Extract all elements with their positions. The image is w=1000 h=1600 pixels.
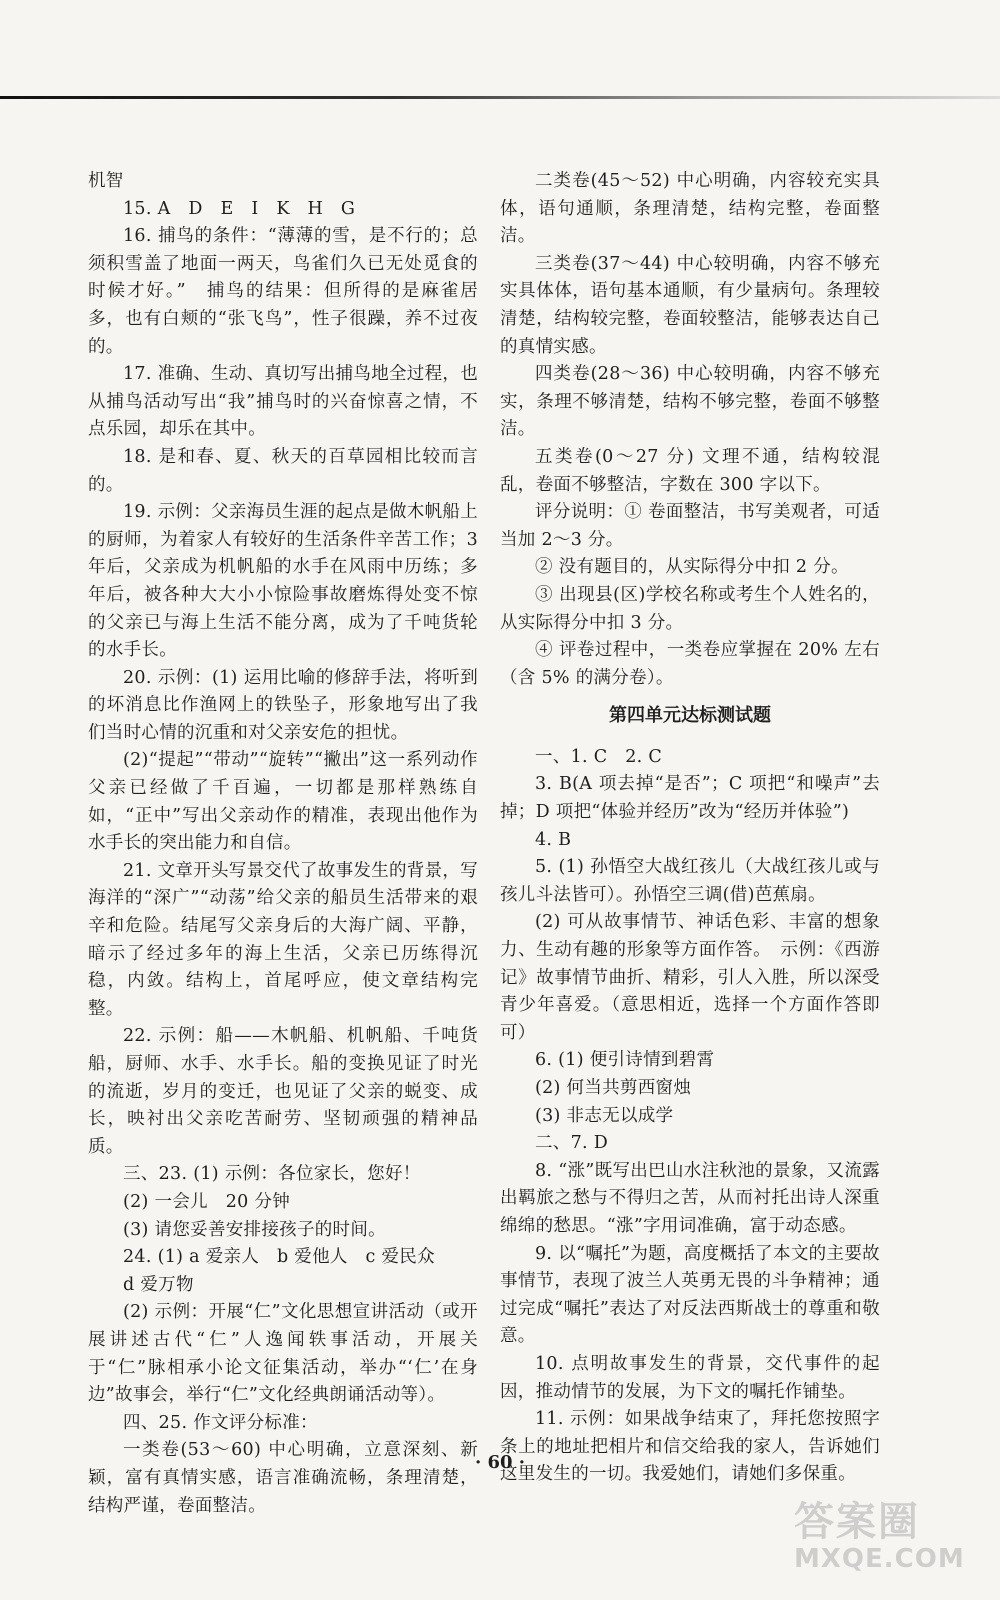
watermark-bottom-text: MXQE.COM	[794, 1544, 965, 1574]
answer-paragraph: 11. 示例：如果战争结束了，拜托您按照字条上的地址把相片和信交给我的家人，告诉她们这里发生的一切。我爱她们，请她们多保重。	[500, 1409, 880, 1485]
answer-paragraph: 15. A D E I K H G	[123, 198, 356, 219]
answer-paragraph: 24. (1) a 爱亲人 b 爱他人 c 爱民众	[123, 1247, 435, 1268]
section-heading: 第四单元达标测试题	[609, 705, 771, 727]
answer-paragraph: 评分说明：① 卷面整洁，书写美观者，可适当加 2～3 分。	[500, 502, 880, 550]
answer-paragraph: 20. 示例：(1) 运用比喻的修辞手法，将听到的坏消息比作渔网上的铁坠子，形象地写出了我们当时心情的沉重和对父亲安危的担忧。	[88, 667, 478, 743]
answer-paragraph: ② 没有题目的，从实际得分中扣 2 分。	[535, 557, 849, 578]
answer-paragraph: 22. 示例：船——木帆船、机帆船、千吨货船，厨师、水手、水手长。船的变换见证了时光的流逝，岁月的变迁，也见证了父亲的蜕变、成长，映衬出父亲吃苦耐劳、坚韧顽强的精神品质。	[88, 1026, 478, 1157]
answer-paragraph: 5. (1) 孙悟空大战红孩儿（大战红孩儿或与孩儿斗法皆可）。孙悟空三调(借)芭蕉扇。	[500, 857, 880, 905]
answer-paragraph: ③ 出现县(区)学校名称或考生个人姓名的，从实际得分中扣 3 分。	[500, 584, 880, 633]
answer-paragraph: 一、1. C 2. C	[535, 746, 663, 767]
answer-paragraph: 机智	[88, 171, 124, 191]
answer-paragraph: (2) 示例：开展“仁”文化思想宣讲活动（或开展讲述古代“仁”人逸闻轶事活动，开展关于“仁”脉相承小论文征集活动，举办“‘仁’在身边”故事会，举行“仁”文化经典朗诵活动等）。	[88, 1302, 478, 1406]
answer-paragraph: 三类卷(37～44) 中心较明确，内容不够充实具体体，语句基本通顺，有少量病句。条理较清楚，结构较完整，卷面较整洁，能够表达自己的真情实感。	[500, 253, 880, 357]
answer-paragraph: 17. 准确、生动、真切写出捕鸟地全过程，也从捕鸟活动写出“我”捕鸟时的兴奋惊喜之情，不点乐园，却乐在其中。	[88, 364, 478, 440]
answer-paragraph: 三、23. (1) 示例：各位家长，您好！	[123, 1164, 421, 1185]
answer-paragraph: 19. 示例：父亲海员生涯的起点是做木帆船上的厨师，为着家人有较好的生活条件辛苦工作；3年后，父亲成为机帆船的水手在风雨中历练；多年后，被各种大大小小惊险事故磨炼得处变不惊的父亲已与海上生活不能分离，成为了千吨货轮的水手长。	[88, 502, 478, 661]
answer-paragraph: 四类卷(28～36) 中心较明确，内容不够充实，条理不够清楚，结构不够完整，卷面不够整洁。	[500, 364, 880, 440]
answer-paragraph: (3) 请您妥善安排接孩子的时间。	[123, 1219, 386, 1240]
left-column	[88, 168, 478, 1520]
answer-paragraph: ④ 评卷过程中，一类卷应掌握在 20% 左右（含 5% 的满分卷）。	[500, 640, 880, 688]
answer-paragraph: 二、7. D	[535, 1133, 609, 1154]
answer-paragraph: 9. 以“嘱托”为题，高度概括了本文的主要故事情节，表现了波兰人英勇无畏的斗争精神；通过完成“嘱托”表达了对反法西斯战士的尊重和敬意。	[500, 1243, 880, 1347]
right-column-bottom	[500, 744, 880, 1489]
answer-paragraph: (3) 非志无以成学	[535, 1105, 674, 1126]
answer-paragraph: (2)“提起”“带动”“旋转”“撇出”这一系列动作父亲已经做了千百遍，一切都是那样熟练自如，“正中”写出父亲动作的精准，表现出他作为水手长的突出能力和自信。	[88, 750, 478, 854]
watermark-top-text: 答案圈	[794, 1499, 920, 1545]
answer-paragraph: (2) 可从故事情节、神话色彩、丰富的想象力、生动有趣的形象等方面作答。 示例：《西游记》故事情节曲折、精彩，引人入胜，所以深受青少年喜爱。（意思相近，选择一个方面作答即可）	[500, 912, 880, 1043]
top-rule	[0, 96, 1000, 99]
answer-paragraph: (2) 何当共剪西窗烛	[535, 1078, 692, 1098]
right-column	[500, 168, 880, 1489]
answer-paragraph: 4. B	[535, 829, 572, 850]
answer-paragraph: 二类卷(45～52) 中心明确，内容较充实具体，语句通顺，条理清楚，结构完整，卷面整洁。	[500, 171, 880, 247]
site-watermark-logo	[794, 1500, 974, 1578]
right-column-top	[500, 168, 880, 692]
answer-paragraph: 21. 文章开头写景交代了故事发生的背景，写海洋的“深广”“动荡”给父亲的船员生活带来的艰辛和危险。结尾写父亲身后的大海广阔、平静，暗示了经过多年的海上生活，父亲已历练得沉稳，内敛。结构上，首尾呼应，使文章结构完整。	[88, 860, 478, 1019]
answer-paragraph: 10. 点明故事发生的背景，交代事件的起因，推动情节的发展，为下文的嘱托作铺垫。	[500, 1353, 880, 1402]
answer-paragraph: 3. B(A 项去掉“是否”；C 项把“和噪声”去掉；D 项把“体验并经历”改为“经历并体验”)	[500, 774, 880, 823]
answer-paragraph: 五类卷(0～27 分) 文理不通，结构较混乱，卷面不够整洁，字数在 300 字以下。	[500, 446, 880, 495]
answer-paragraph: 6. (1) 便引诗情到碧霄	[535, 1050, 715, 1071]
answer-paragraph: 四、25. 作文评分标准：	[123, 1412, 318, 1433]
answer-paragraph: 18. 是和春、夏、秋天的百草园相比较而言的。	[88, 446, 478, 495]
answer-paragraph: 一类卷(53～60) 中心明确，立意深刻、新颖，富有真情实感，语言准确流畅，条理清楚，结构严谨，卷面整洁。	[88, 1440, 478, 1516]
page-number: · 60 ·	[474, 1452, 526, 1473]
answer-paragraph: d 爱万物	[123, 1274, 194, 1295]
answer-paragraph: (2) 一会儿 20 分钟	[123, 1191, 291, 1212]
answer-paragraph: 16. 捕鸟的条件：“薄薄的雪，是不行的；总须积雪盖了地面一两天，鸟雀们久已无处觅食的时候才好。” 捕鸟的结果：但所得的是麻雀居多，也有白颊的“张飞鸟”，性子很躁，养不过夜的。	[88, 226, 478, 357]
answer-paragraph: 8. “涨”既写出巴山水注秋池的景象，又流露出羁旅之愁与不得归之苦，从而衬托出诗人深重绵绵的愁思。“涨”字用词准确，富于动态感。	[500, 1160, 880, 1236]
